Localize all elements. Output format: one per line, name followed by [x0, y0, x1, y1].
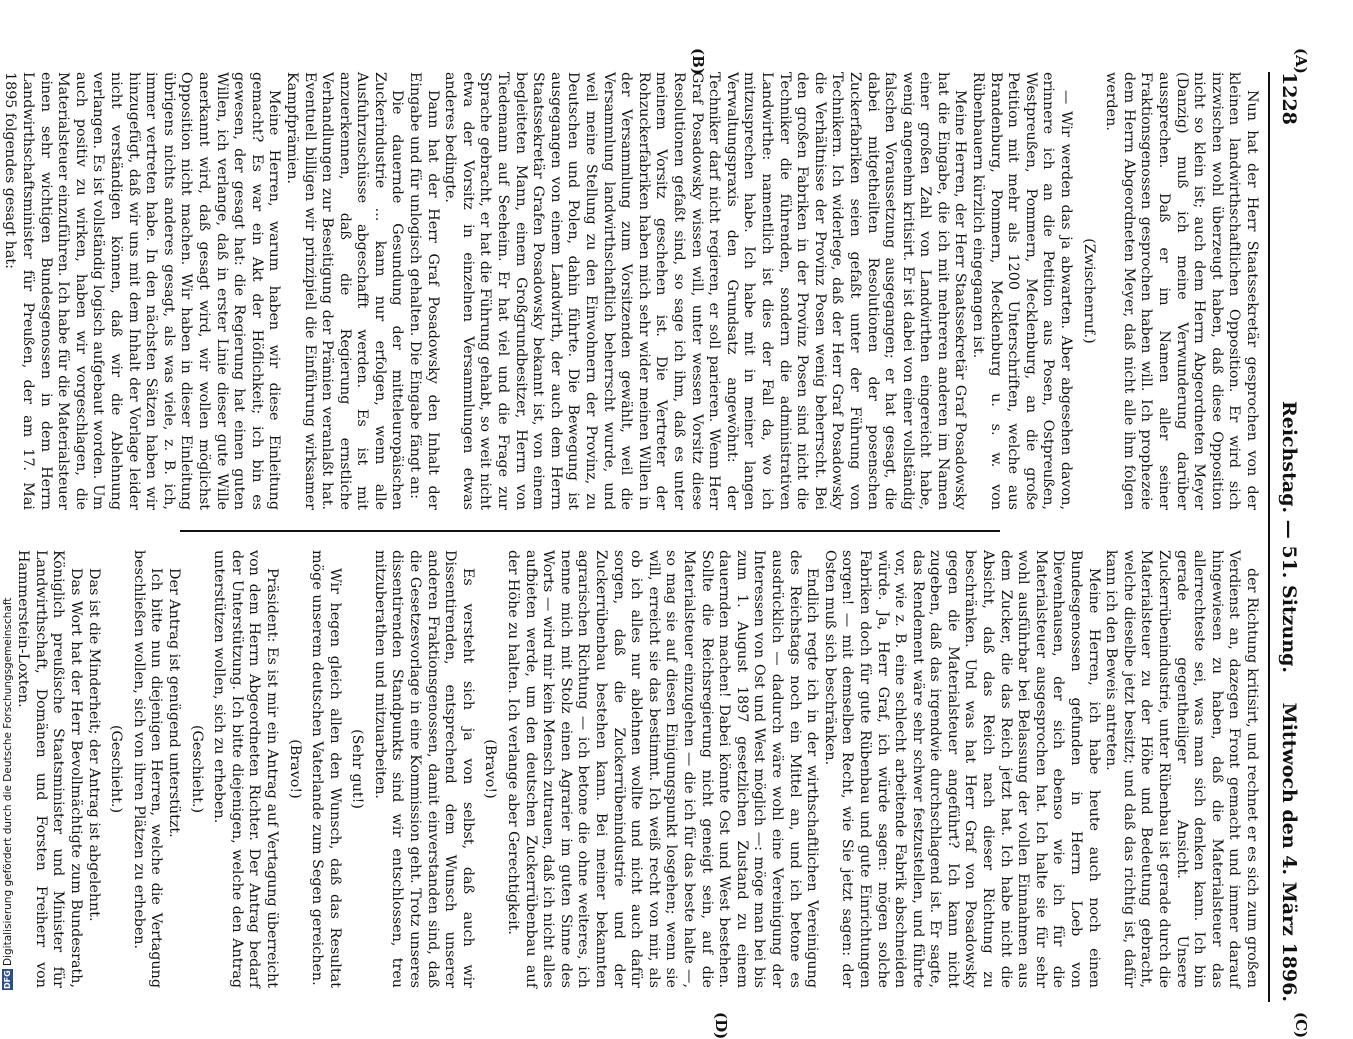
interjection: (Sehr gut!) — [349, 729, 366, 809]
left-column — [0, 72, 1260, 510]
margin-mark-b: (B) — [689, 48, 707, 75]
dfg-logo: DFG — [3, 970, 12, 989]
paragraph: Wir hegen gleich allen den Wunsch, daß das Resultat möge unserem deutschen Vaterlande zum Segen gereichen. — [309, 550, 343, 988]
paragraph: Das Wort hat der Herr Bevollmächtigte zum Bundesrath, Königlich preußische Staatsminister und Minister für Landwirthschaft, Domänen und Forsten Freiherr von Hammerstein-Loxten. — [15, 550, 84, 988]
interjection: (Geschieht.) — [108, 724, 125, 814]
paragraph: Meine Herren, der Herr Staatssekretär Graf Posadowsky hat die Eingabe, die ich mit mehreren anderen im Namen einer großen Zahl von Landwirthen eingereicht habe, wenig angenehm kritisirt. Er ist dabei von einer vollständig falschen Voraussetzung ausgegangen; er hat gesagt, die dabei mitgetheilten Resolutionen der posenschen Zuckerfabriken seien gefaßt unter der Führung von Technikern. Ich widerlege, daß der Herr Graf Posadowsky die Verhältnisse der Provinz Posen wenig beherrscht. Bei den großen Fabriken in der Provinz Posen sind nicht die Techniker die führenden, sondern die administrativen Landwirthe: namentlich ist dies der Fall da, wo ich mitzusprechen habe. Ich habe mit in meiner langen Verwaltungspraxis den Grundsatz angewöhnt: der Techniker darf nicht regieren, er soll parieren. Wenn Herr Graf Posadowsky wissen will, unter wessen Vorsitz diese Resolutionen gefaßt sind, so sage ich ihm, daß es unter meinem Vorsitz geschehen ist. Die Vertreter der Rohzuckerfabriken haben mich sehr wider meinen Willen in der Versammlung zum Vorsitzenden gewählt, weil die Versammlung landwirthschaftlich beherrscht wurde, und weil meine Stellung zu den Einwohnern der Provinz, zu Deutschen und Polen, dahin führte. Die Bewegung ist ausgegangen von einem Landwirth, der auch dem Herrn Staatssekretär Grafen Posadowsky bekannt ist, von einem begleiteten Mann, einem Großgrundbesitzer, Herrn von Tiedemann auf Seeheim. Er hat viel und die Frage zur Sprache gebracht, er hat die Führung gehabt, so weit nicht etwa der Vorsitz in einzelnen Versammlungen etwas anderes bedingte. — [442, 72, 969, 510]
page-number: 1228 — [1278, 72, 1300, 125]
margin-mark-c: (C) — [1292, 1012, 1310, 1039]
paragraph: Meine Herren, warum haben wir diese Einleitung gemacht? Es war ein Akt der Höflichkeit; ich bin es gewesen, der gesagt hat: die Regierung hat einen guten Willen, ich verlange, daß in erster Linie dieser gute Wille anerkannt wird, daß gesagt wird, wir wollen möglichst Opposition nicht machen. Wir haben in dieser Einleitung übrigens nichts anderes gesagt, als was viele, z. B. ich, immer vertreten habe. In den nächsten Sätzen haben wir hinzugefügt, daß wir uns mit dem Inhalt der Vorlage leider nicht verständigen können, daß wir die Ablehnung verlangen. Es ist vollständig logisch aufgebaut worden. Um auch positiv zu wirken, haben wir vorgeschlagen, die Materialsteuer einzuführen. Ich habe für die Materialsteuer einen sehr wichtigen Bundesgenossen in dem Herrn Landwirthschaftsminister für Preußen, der am 17. Mai 1895 folgendes gesagt hat: — [2, 72, 283, 510]
paragraph: Meine Herren, ich habe heute auch noch einen Bundesgenossen gefunden in Herrn Loeb von Dievenhausen, der sich ebenso wie ich für die Materialsteuer ausgesprochen hat. Ich halte sie für sehr wohl ausführbar bei Belassung der vollen Einnahmen aus dem Zucker, die das Reich jetzt hat. Ich habe nicht die Absicht, daß das Reich nach dieser Richtung zu beschränken. Und was hat Herr Graf von Posadowsky gegen die Materialsteuer angeführt? Ich kann nicht zugeben, daß das irgendwie durchschlagend ist. Er sagte, das Rendement wäre sehr schwer festzustellen, und führte vor, wie z. B. eine schlecht arbeitende Fabrik abschneiden würde. Ja, Herr Graf, ich würde sagen: mögen solche Fabriken doch für gute Rübenbau und gute Einrichtungen sorgen! — mit demselben Recht, wie Sie jetzt sagen: der Osten muß sich beschränken. — [821, 550, 1102, 988]
paragraph: Die dauernde Gesundung der mitteleuropäischen Zuckerindustrie ... kann nur erfolgen, wenn alle Ausfuhrzuschüsse abgeschafft werden. Es ist mit anzuerkennen, daß die Regierung ernstliche Verhandlungen zur Beseitigung der Prämien veranlaßt hat. Eventuell billigen wir prinzipiell die Einführung wirksamer Kampfprämien. — [283, 72, 406, 510]
interjection: (Geschieht.) — [188, 724, 205, 814]
paragraph: Der Antrag ist genügend unterstützt. — [165, 568, 182, 838]
paragraph: Dann hat der Herr Graf Posadowsky den Inhalt der Eingabe und für unlogisch gehalten. Die Eingabe fängt an: — [407, 72, 441, 510]
session-title: Reichstag. — 51. Sitzung. — [1278, 400, 1300, 674]
paragraph: Es versteht sich ja von selbst, daß auch wir Dissentirenden, entsprechend dem Wunsch unserer anderen Fraktionsgenossen, damit einverstanden sind, daß die Gesetzesvorlage in eine Kommission geht. Trotz unseres dissentirenden Standpunkts sind wir entschlossen, treu mitzuberathen und mitzuarbeiten. — [371, 550, 476, 988]
paragraph: Ich bitte nun diejenigen Herren, welche die Vertagung beschließen wollen, sich von ihren Plätzen zu erheben. — [130, 550, 165, 988]
right-column — [14, 550, 1260, 988]
column-divider — [180, 530, 1000, 532]
interjection: (Bravo!) — [482, 739, 499, 799]
interjection: (Bravo!) — [286, 739, 303, 799]
interjection: (Zwischenruf.) — [1080, 238, 1097, 344]
paragraph: Nun hat der Herr Staatssekretär gesprochen von der kleinen landwirthschaftlichen Opposition. Er wird sich inzwischen wohl überzeugt haben, daß diese Opposition nicht so klein ist; auch dem Herrn Abgeordneten Meyer (Danzig) muß ich meine Verwunderung darüber aussprechen. Daß er im Namen aller seiner Fraktionsgenossen gesprochen haben will. Ich prophezeie dem Herrn Abgeordneten Meyer, daß nicht alle ihm folgen werden. — [1103, 72, 1260, 510]
credit-text: Digitalisierung gefördert durch die Deutsche Forschungsgemeinschaft — [2, 597, 14, 966]
header-rule — [1268, 72, 1270, 1002]
margin-mark-d: (D) — [712, 1012, 730, 1039]
paragraph: — Wir werden das ja abwarten. Aber abgesehen davon, erinnere ich an die Petition aus Posen, Ostpreußen, Westpreußen, Pommern, Mecklenburg, an die große Petition mit mehr als 1200 Unterschriften, welche aus Brandenburg, Pommern, Mecklenburg u. s. w. von Rübenbauern kürzlich eingegangen ist. — [970, 72, 1075, 510]
paragraph: Präsident: Es ist mir ein Antrag auf Vertagung überreicht von dem Herrn Abgeordneten Richter. Der Antrag bedarf der Unterstützung. Ich bitte diejenigen, welche den Antrag unterstützen wollen, sich zu erheben. — [211, 550, 280, 988]
paragraph — [0, 72, 1, 510]
page-header — [1274, 72, 1300, 1002]
paragraph: der Richtung kritisirt, und rechnet er es sich zum großen Verdienst an, dazegen Front gemacht und immer darauf hingewiesen zu haben, daß die Materialsteuer das allerrechteste sei, was man sich denken kann. Ich bin gerade gegentheiliger Ansicht. Unsere Zuckerrübenindustrie, unter Rübenbau ist gerade durch die Materialsteuer zu der Höhe und Bedeutung gebracht, welche dieselbe jetzt besitzt; und daß das richtig ist, dafür kann ich den Beweis antreten. — [1103, 550, 1260, 988]
margin-mark-a: (A) — [1292, 48, 1310, 74]
paragraph: Das ist die Minderheit; der Antrag ist abgelehnt. — [85, 568, 102, 922]
session-date: Mittwoch den 4. März 1896. — [1278, 702, 1300, 1002]
paragraph: Endlich regte ich in der wirthschaftlichen Vereinigung des Reichstags noch ein Mittel an, und ich betone es ausdrücklich — dadurch wäre wohl eine Vereinigung der Interessen von Ost und West möglich —: möge man bei bis zum 1. August 1897 gesetzlichen Zustand zu einem dauernden machen! Dabei könnte Ost und West bestehen. Sollte die Reichsregierung nicht geneigt sein, auf die Materialsteuer einzugehen — die ich für das beste halte —, so mag sie auf diesen Einigungspunkt losgehen; wenn sie will, erreicht sie das bestimmt. Ich weiß recht von mir, als ob ich alles nur ablehnen wollte und nicht auch dafür sorgen, daß die Zuckerrübenindustrie und der Zuckerrübenbau bestehen kann. Bei meiner bekannten agrarischen Richtung — ich betone die ohne weiteres, ich nenne mich mit Stolz einen Agrarier im guten Sinne des Worts — wird mir kein Mensch zutrauen, daß ich nicht alles aufbieten werde, um den deutschen Zuckerrübenbau auf der Höhe zu halten. Ich verlange aber Gerechtigkeit. — [505, 550, 821, 988]
